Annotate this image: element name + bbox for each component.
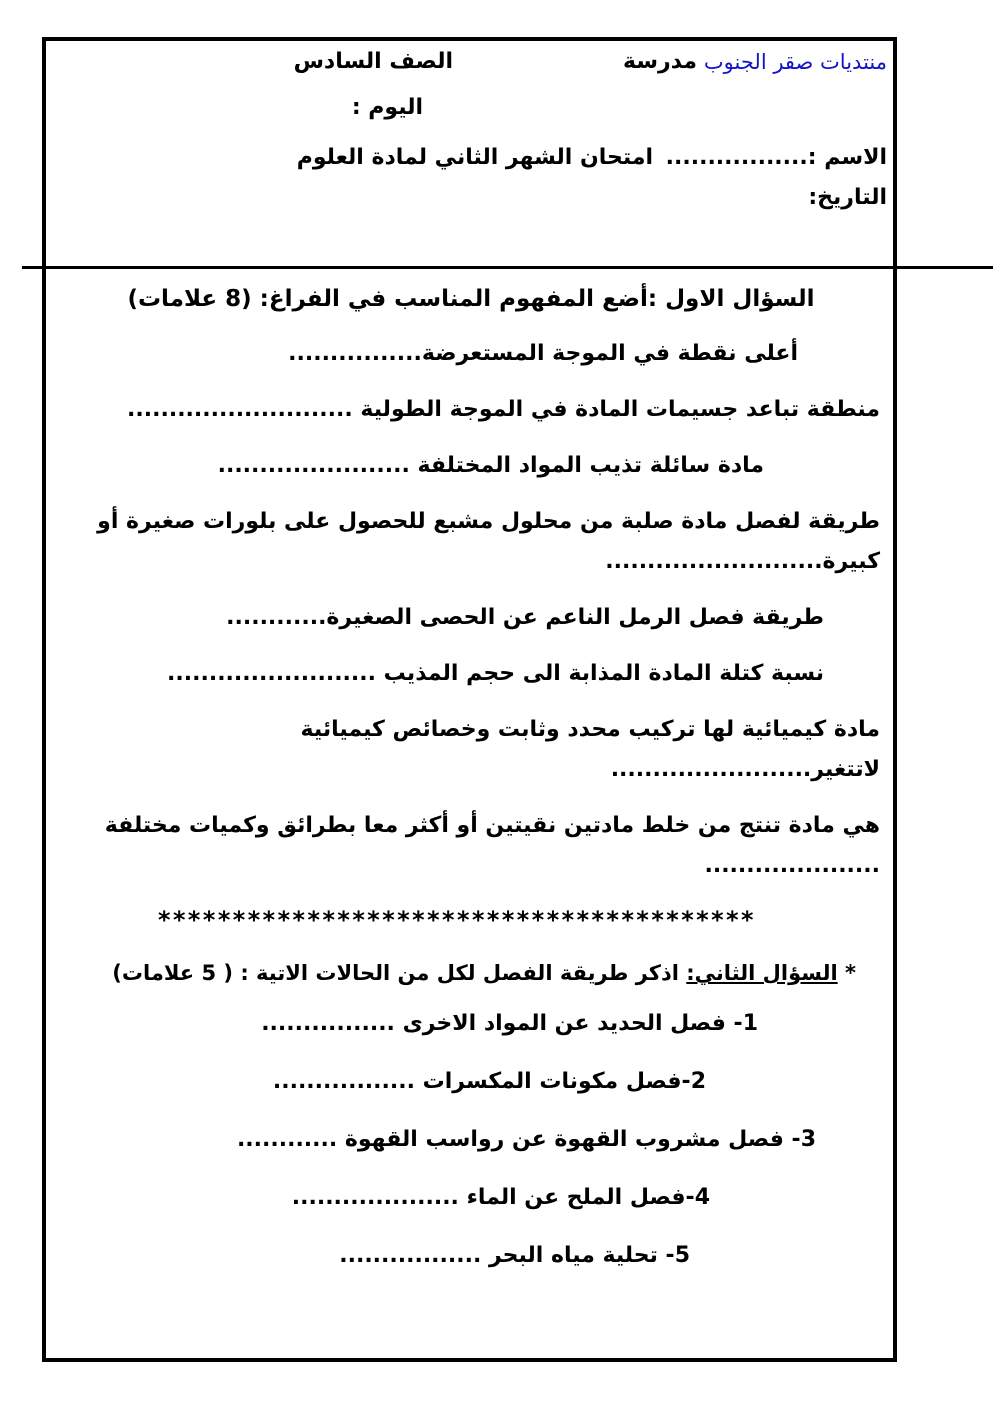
grade-label: الصف السادس [293, 49, 453, 74]
question-two-item: 3- فصل مشروب القهوة عن رواسب القهوة ............ [236, 1127, 816, 1152]
question-two-prefix: * [837, 961, 856, 985]
question-two-item: 2-فصل مكونات المكسرات ................. [272, 1069, 706, 1094]
question-one-item: مادة كيميائية لها تركيب محدد وثابت وخصائص كيميائية لاتتغير........................ [300, 717, 880, 782]
question-one-heading: السؤال الاول :أضع المفهوم المناسب في الفراغ: (8 علامات) [127, 286, 815, 312]
header-divider-rule [22, 266, 993, 269]
day-label: اليوم : [351, 95, 423, 120]
question-two-item: 5- تحلية مياه البحر ................. [339, 1243, 690, 1268]
question-one-item: نسبة كتلة المادة المذابة الى حجم المذيب ......................... [167, 661, 824, 686]
forum-watermark: منتديات صقر الجنوب [703, 50, 887, 74]
question-one-item: أعلى نقطة في الموجة المستعرضة................ [288, 341, 798, 366]
exam-title: امتحان الشهر الثاني لمادة العلوم [296, 145, 653, 170]
question-two-instruction: اذكر طريقة الفصل لكل من الحالات الاتية : ( 5 علامات) [112, 961, 687, 985]
question-two-item: 1- فصل الحديد عن المواد الاخرى ................ [261, 1011, 758, 1036]
question-one-item: مادة سائلة تذيب المواد المختلفة ....................... [217, 453, 764, 478]
question-two-heading [58, 956, 884, 990]
section-divider-stars: **************************************** [157, 906, 755, 934]
exam-header [46, 41, 893, 263]
student-name-label: الاسم :................. [665, 145, 887, 170]
question-one-item: طريقة لفصل مادة صلبة من محلول مشبع للحصول على بلورات صغيرة أو كبيرة.......................... [97, 509, 880, 574]
question-one-item: منطقة تباعد جسيمات المادة في الموجة الطولية ........................... [127, 397, 880, 422]
question-two-item: 4-فصل الملح عن الماء .................... [291, 1185, 710, 1210]
date-label: التاريخ: [808, 185, 887, 210]
question-one-item: طريقة فصل الرمل الناعم عن الحصى الصغيرة............ [226, 605, 824, 630]
school-label: مدرسة [623, 49, 697, 74]
exam-body [58, 282, 884, 1347]
question-one-item: هي مادة تنتج من خلط مادتين نقيتين أو أكثر معا بطرائق وكميات مختلفة ..................... [104, 813, 880, 878]
question-two-label: السؤال الثاني: [686, 961, 838, 985]
